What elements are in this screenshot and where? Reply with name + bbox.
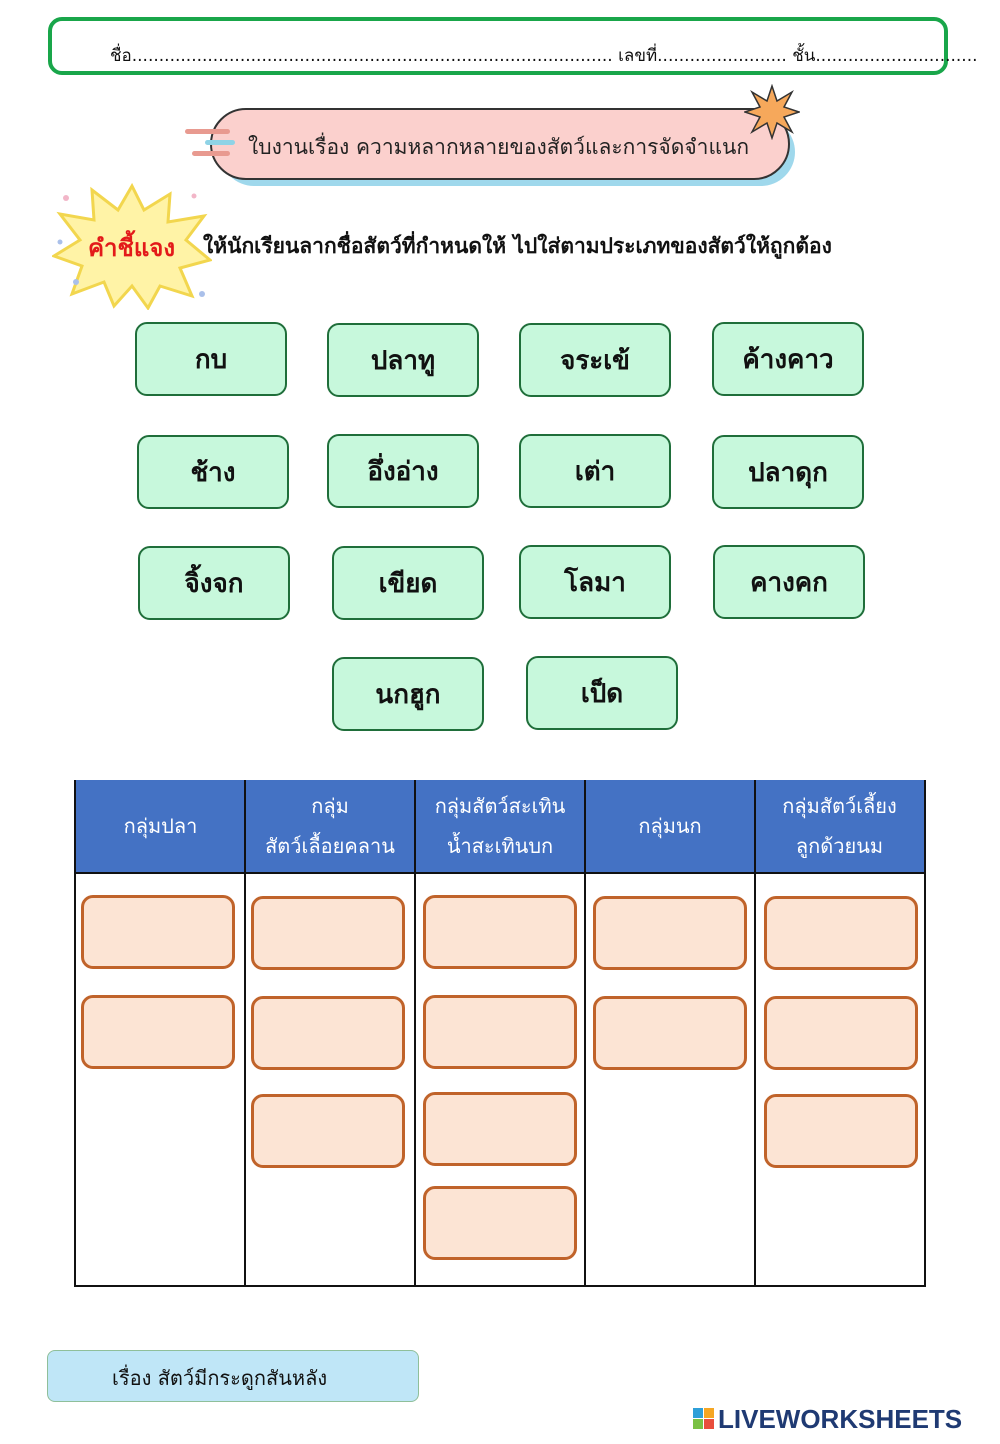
drop-slot-mammal[interactable] [764,896,918,970]
drop-slot-fish[interactable] [81,995,235,1069]
column-divider [754,780,756,1287]
drop-slot-reptile[interactable] [251,996,405,1070]
drop-slot-amphibian[interactable] [423,895,577,969]
column-divider [244,780,246,1287]
header-line: สัตว์เลื้อยคลาน [265,834,395,858]
banner-deco-line [192,151,230,156]
drop-slot-reptile[interactable] [251,896,405,970]
starburst-icon [744,84,800,140]
animal-card[interactable]: คางคก [713,545,865,619]
student-info-line: ชื่อ......................................................................................... เลขที่........................ ชั้น.............................. [110,46,978,66]
animal-card[interactable]: เต่า [519,434,671,508]
drop-slot-mammal[interactable] [764,1094,918,1168]
topic-text: เรื่อง สัตว์มีกระดูกสันหลัง [112,1366,328,1390]
animal-card[interactable]: นกฮูก [332,657,484,731]
animal-card[interactable]: ปลาทู [327,323,479,397]
column-header-fish [76,780,245,874]
drop-slot-amphibian[interactable] [423,1092,577,1166]
animal-card[interactable]: เขียด [332,546,484,620]
banner-deco-line [205,140,235,145]
column-divider [584,780,586,1287]
brand-name: LIVEWORKSHEETS [718,1404,963,1434]
banner-deco-line [185,129,230,134]
animal-card[interactable]: ปลาดุก [712,435,864,509]
animal-card[interactable]: โลมา [519,545,671,619]
instruction-text: ให้นักเรียนลากชื่อสัตว์ที่กำหนดให้ ไปใส่ตามประเภทของสัตว์ให้ถูกต้อง [203,234,832,258]
drop-slot-mammal[interactable] [764,996,918,1070]
animal-card[interactable]: จระเข้ [519,323,671,397]
animal-card[interactable]: กบ [135,322,287,396]
animal-card[interactable]: ค้างคาว [712,322,864,396]
column-header-amphibian [415,780,585,874]
worksheet-title: ใบงานเรื่อง ความหลากหลายของสัตว์และการจัดจำแนก [248,135,750,159]
header-line: กลุ่มสัตว์สะเทิน [434,794,566,818]
column-divider [414,780,416,1287]
drop-slot-fish[interactable] [81,895,235,969]
drop-slot-reptile[interactable] [251,1094,405,1168]
header-line: กลุ่มสัตว์เลี้ยง [782,794,897,818]
drop-slot-amphibian[interactable] [423,1186,577,1260]
header-line: กลุ่ม [311,794,349,818]
animal-card[interactable]: อึ่งอ่าง [327,434,479,508]
header-line: ลูกด้วยนม [795,834,884,858]
drop-slot-amphibian[interactable] [423,995,577,1069]
drop-slot-bird[interactable] [593,996,747,1070]
column-header-mammal [755,780,924,874]
instruction-label: คำชี้แจง [88,234,176,262]
animal-card[interactable]: ช้าง [137,435,289,509]
liveworksheets-logo-icon [693,1408,715,1430]
column-header-bird [585,780,755,874]
animal-card[interactable]: จิ้งจก [138,546,290,620]
animal-card[interactable]: เป็ด [526,656,678,730]
drop-slot-bird[interactable] [593,896,747,970]
header-line: กลุ่มนก [638,814,702,838]
header-line: กลุ่มปลา [123,814,198,838]
header-line: น้ำสะเทินบก [446,834,554,858]
column-header-reptile [245,780,415,874]
